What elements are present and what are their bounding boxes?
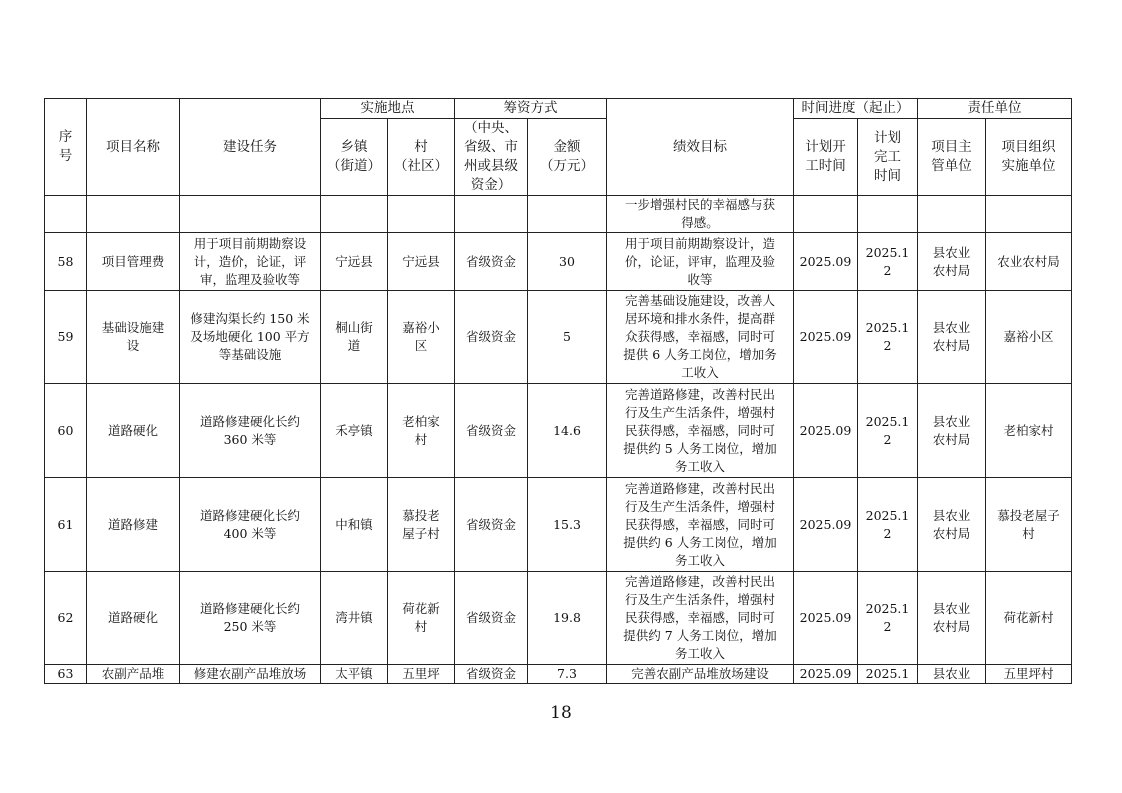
- page-number: 18: [550, 703, 572, 723]
- cell-end: 2025.1 2: [858, 478, 918, 572]
- cell-impl: 农业农村局: [986, 233, 1072, 291]
- cell-impl: 嘉裕小区: [986, 291, 1072, 384]
- cont-cell: [321, 196, 388, 233]
- cell-source: 省级资金: [455, 665, 528, 684]
- cell-source: 省级资金: [455, 572, 528, 665]
- cell-start: 2025.09: [794, 291, 858, 384]
- cell-amount: 5: [528, 291, 607, 384]
- cell-impl: 五里坪村: [986, 665, 1072, 684]
- cell-dept: 县农业: [918, 665, 986, 684]
- cell-end: 2025.1 2: [858, 384, 918, 478]
- cell-seq: 60: [45, 384, 87, 478]
- header-impl: 项目组织 实施单位: [986, 119, 1072, 196]
- cell-task: 修建农副产品堆放场: [180, 665, 321, 684]
- cell-impl: 荷花新村: [986, 572, 1072, 665]
- cont-cell: [986, 196, 1072, 233]
- cont-cell: [528, 196, 607, 233]
- header-funding: 筹资方式: [455, 99, 607, 119]
- cell-name: 基础设施建 设: [87, 291, 180, 384]
- header-task: 建设任务: [180, 99, 321, 196]
- cell-name: 农副产品堆: [87, 665, 180, 684]
- cell-seq: 62: [45, 572, 87, 665]
- cell-amount: 14.6: [528, 384, 607, 478]
- cell-town: 桐山街 道: [321, 291, 388, 384]
- cell-end: 2025.1 2: [858, 291, 918, 384]
- cell-dept: 县农业 农村局: [918, 233, 986, 291]
- cell-village: 五里坪: [388, 665, 455, 684]
- cell-end: 2025.1 2: [858, 572, 918, 665]
- cell-task: 用于项目前期勘察设 计，造价，论证，评 审，监理及验收等: [180, 233, 321, 291]
- cell-dept: 县农业 农村局: [918, 291, 986, 384]
- header-dept: 项目主 管单位: [918, 119, 986, 196]
- cell-goal: 完善道路修建，改善村民出 行及生产生活条件，增强村 民获得感，幸福感，同时可 提供约 6 人务工岗位，增加 务工收入: [607, 478, 794, 572]
- cell-source: 省级资金: [455, 233, 528, 291]
- project-table: [44, 98, 1072, 684]
- cell-source: 省级资金: [455, 291, 528, 384]
- table-row: [45, 233, 1072, 291]
- cont-cell: [455, 196, 528, 233]
- cell-village: 老柏家 村: [388, 384, 455, 478]
- cell-start: 2025.09: [794, 572, 858, 665]
- cell-amount: 19.8: [528, 572, 607, 665]
- cell-town: 湾井镇: [321, 572, 388, 665]
- cell-town: 太平镇: [321, 665, 388, 684]
- cont-cell: [388, 196, 455, 233]
- header-start: 计划开 工时间: [794, 119, 858, 196]
- header-location: 实施地点: [321, 99, 455, 119]
- table-row: [45, 572, 1072, 665]
- cell-amount: 15.3: [528, 478, 607, 572]
- cell-town: 禾亭镇: [321, 384, 388, 478]
- header-end: 计划 完工 时间: [858, 119, 918, 196]
- cell-town: 宁远县: [321, 233, 388, 291]
- cell-village: 宁远县: [388, 233, 455, 291]
- cont-cell: [794, 196, 858, 233]
- header-amount: 金额 （万元）: [528, 119, 607, 196]
- cell-end: 2025.1 2: [858, 233, 918, 291]
- cell-amount: 7.3: [528, 665, 607, 684]
- cell-task: 道路修建硬化长约 400 米等: [180, 478, 321, 572]
- cell-impl: 老柏家村: [986, 384, 1072, 478]
- cell-start: 2025.09: [794, 478, 858, 572]
- cont-cell: [180, 196, 321, 233]
- cell-village: 荷花新 村: [388, 572, 455, 665]
- cell-goal: 用于项目前期勘察设计，造 价，论证，评审，监理及验 收等: [607, 233, 794, 291]
- cell-end: 2025.1: [858, 665, 918, 684]
- cell-name: 道路修建: [87, 478, 180, 572]
- cell-name: 项目管理费: [87, 233, 180, 291]
- cell-village: 慕投老 屋子村: [388, 478, 455, 572]
- cont-cell: [858, 196, 918, 233]
- cell-seq: 63: [45, 665, 87, 684]
- continuation-row: [45, 196, 1072, 233]
- cont-cell: [45, 196, 87, 233]
- cell-source: 省级资金: [455, 478, 528, 572]
- cell-task: 道路修建硬化长约 360 米等: [180, 384, 321, 478]
- cell-name: 道路硬化: [87, 384, 180, 478]
- header-source: （中央、 省级、市 州或县级 资金）: [455, 119, 528, 196]
- cell-seq: 61: [45, 478, 87, 572]
- cell-goal: 完善道路修建，改善村民出 行及生产生活条件，增强村 民获得感，幸福感，同时可 提供约 5 人务工岗位，增加 务工收入: [607, 384, 794, 478]
- cell-goal: 完善基础设施建设，改善人 居环境和排水条件，提高群 众获得感，幸福感，同时可 提供 6 人务工岗位，增加务 工收入: [607, 291, 794, 384]
- table-row: [45, 665, 1072, 684]
- header-goal: 绩效目标: [607, 99, 794, 196]
- header-schedule: 时间进度（起止）: [794, 99, 918, 119]
- cell-start: 2025.09: [794, 233, 858, 291]
- cell-name: 道路硬化: [87, 572, 180, 665]
- cell-task: 修建沟渠长约 150 米 及场地硬化 100 平方 等基础设施: [180, 291, 321, 384]
- cell-dept: 县农业 农村局: [918, 384, 986, 478]
- header-village: 村 （社区）: [388, 119, 455, 196]
- cont-goal: 一步增强村民的幸福感与获 得感。: [607, 196, 794, 233]
- cont-cell: [918, 196, 986, 233]
- cell-start: 2025.09: [794, 665, 858, 684]
- cell-source: 省级资金: [455, 384, 528, 478]
- cell-goal: 完善道路修建，改善村民出 行及生产生活条件，增强村 民获得感，幸福感，同时可 提供约 7 人务工岗位，增加 务工收入: [607, 572, 794, 665]
- cell-seq: 58: [45, 233, 87, 291]
- cell-dept: 县农业 农村局: [918, 572, 986, 665]
- table-row: [45, 478, 1072, 572]
- header-seq: 序 号: [45, 99, 87, 196]
- cont-cell: [87, 196, 180, 233]
- cell-impl: 慕投老屋子 村: [986, 478, 1072, 572]
- cell-village: 嘉裕小 区: [388, 291, 455, 384]
- cell-dept: 县农业 农村局: [918, 478, 986, 572]
- header-resp: 责任单位: [918, 99, 1072, 119]
- table-row: [45, 291, 1072, 384]
- cell-town: 中和镇: [321, 478, 388, 572]
- header-name: 项目名称: [87, 99, 180, 196]
- table-row: [45, 384, 1072, 478]
- cell-seq: 59: [45, 291, 87, 384]
- cell-amount: 30: [528, 233, 607, 291]
- cell-start: 2025.09: [794, 384, 858, 478]
- cell-goal: 完善农副产品堆放场建设: [607, 665, 794, 684]
- cell-task: 道路修建硬化长约 250 米等: [180, 572, 321, 665]
- header-town: 乡镇 （街道）: [321, 119, 388, 196]
